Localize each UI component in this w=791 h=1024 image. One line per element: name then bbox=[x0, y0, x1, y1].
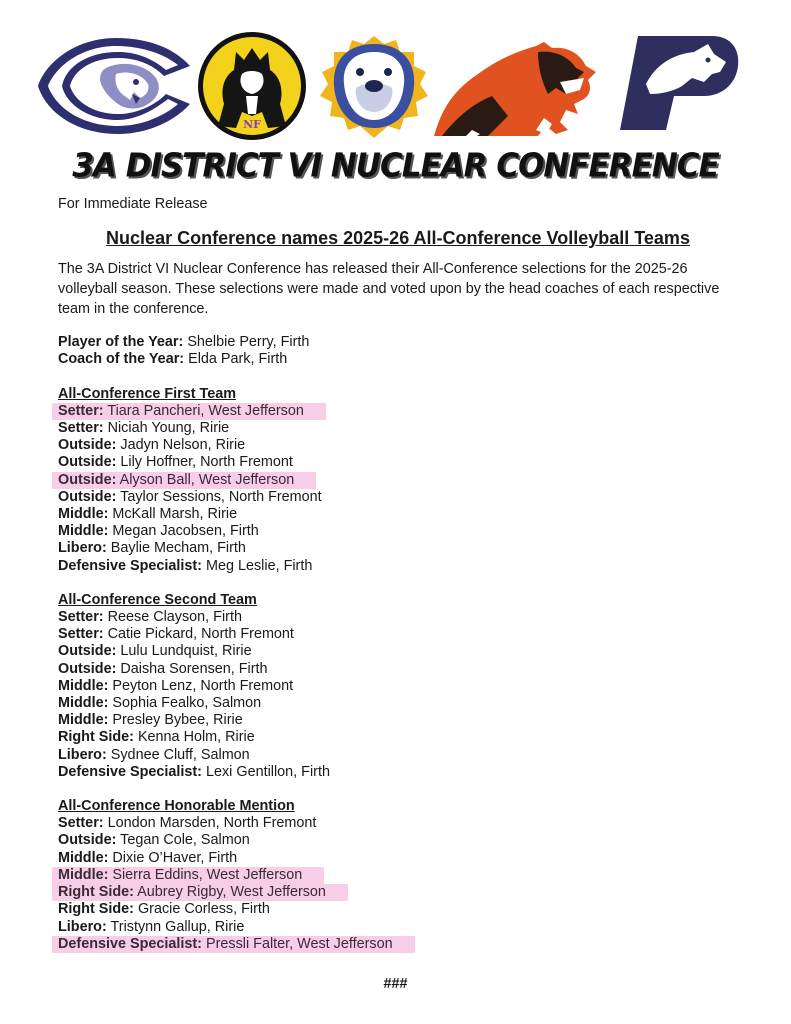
award-role: Coach of the Year: bbox=[58, 351, 185, 368]
player-line bbox=[58, 850, 738, 867]
player-entry bbox=[58, 712, 243, 728]
player-name: Jadyn Nelson, Ririe bbox=[120, 437, 246, 454]
player-line-highlighted bbox=[58, 403, 738, 420]
headline: Nuclear Conference names 2025-26 All-Conference Volleyball Teams bbox=[106, 228, 690, 249]
conference-logo-banner bbox=[36, 30, 746, 150]
player-name: Meg Leslie, Firth bbox=[205, 557, 313, 574]
player-line bbox=[58, 626, 738, 643]
player-position: Outside: bbox=[58, 643, 117, 660]
player-name: Lily Hoffner, North Fremont bbox=[120, 454, 293, 471]
player-name: London Marsden, North Fremont bbox=[107, 815, 317, 832]
award-name: Elda Park, Firth bbox=[188, 351, 288, 368]
player-name: Megan Jacobsen, Firth bbox=[112, 523, 259, 540]
team-section bbox=[58, 592, 738, 781]
player-entry bbox=[58, 643, 252, 659]
bear-logo bbox=[428, 38, 606, 138]
bulldog-logo bbox=[314, 30, 434, 144]
player-position: Libero: bbox=[58, 918, 107, 935]
player-entry bbox=[58, 747, 250, 763]
end-marker: ### bbox=[383, 976, 408, 992]
player-position: Libero: bbox=[58, 746, 107, 763]
player-position: Outside: bbox=[58, 471, 117, 488]
player-name: McKall Marsh, Ririe bbox=[112, 506, 238, 523]
player-position: Outside: bbox=[58, 454, 117, 471]
player-entry bbox=[52, 867, 324, 884]
player-position: Libero: bbox=[58, 540, 107, 557]
player-position: Setter: bbox=[58, 402, 104, 419]
player-entry bbox=[58, 678, 293, 694]
player-line bbox=[58, 678, 738, 695]
player-position: Middle: bbox=[58, 677, 109, 694]
player-entry bbox=[58, 919, 244, 935]
player-position: Outside: bbox=[58, 832, 117, 849]
player-entry bbox=[52, 936, 415, 953]
player-line bbox=[58, 558, 738, 575]
player-position: Middle: bbox=[58, 866, 109, 883]
player-line bbox=[58, 523, 738, 540]
award-role: Player of the Year: bbox=[58, 334, 184, 351]
player-entry bbox=[52, 884, 348, 901]
player-line-highlighted bbox=[58, 936, 738, 953]
award-name: Shelbie Perry, Firth bbox=[187, 334, 310, 351]
player-line bbox=[58, 729, 738, 746]
player-line bbox=[58, 919, 738, 936]
player-name: Daisha Sorensen, Firth bbox=[120, 660, 268, 677]
release-label: For Immediate Release bbox=[58, 196, 208, 212]
player-entry bbox=[58, 437, 245, 453]
player-entry bbox=[58, 832, 250, 848]
player-line bbox=[58, 764, 738, 781]
player-name: Aubrey Rigby, West Jefferson bbox=[137, 884, 326, 901]
player-entry bbox=[58, 609, 242, 625]
player-position: Setter: bbox=[58, 815, 104, 832]
player-name: Niciah Young, Ririe bbox=[107, 420, 230, 437]
player-entry bbox=[58, 454, 293, 470]
player-name: Presley Bybee, Ririe bbox=[112, 712, 243, 729]
player-entry bbox=[58, 815, 316, 831]
player-entry bbox=[58, 558, 312, 574]
player-name: Sydnee Cluff, Salmon bbox=[110, 746, 250, 763]
player-line bbox=[58, 832, 738, 849]
player-position: Right Side: bbox=[58, 901, 134, 918]
cougar-c-logo bbox=[36, 34, 196, 136]
player-position: Right Side: bbox=[58, 729, 134, 746]
player-position: Right Side: bbox=[58, 884, 134, 901]
player-line bbox=[58, 420, 738, 437]
conference-title: 3A DISTRICT VI NUCLEAR CONFERENCE bbox=[72, 147, 719, 185]
award-line bbox=[58, 334, 738, 351]
player-entry bbox=[58, 626, 294, 642]
player-name: Kenna Holm, Ririe bbox=[137, 729, 255, 746]
player-line bbox=[58, 489, 738, 506]
player-line bbox=[58, 815, 738, 832]
player-entry bbox=[58, 850, 237, 866]
player-line bbox=[58, 695, 738, 712]
player-position: Outside: bbox=[58, 488, 117, 505]
player-name: Pressli Falter, West Jefferson bbox=[205, 935, 393, 952]
player-line bbox=[58, 437, 738, 454]
player-position: Defensive Specialist: bbox=[58, 763, 202, 780]
awards-list bbox=[58, 334, 738, 368]
section-title: All-Conference Second Team bbox=[58, 591, 257, 608]
player-name: Peyton Lenz, North Fremont bbox=[112, 677, 294, 694]
player-position: Setter: bbox=[58, 626, 104, 643]
section-title: All-Conference First Team bbox=[58, 385, 237, 402]
player-name: Lulu Lundquist, Ririe bbox=[120, 643, 252, 660]
player-name: Alyson Ball, West Jefferson bbox=[119, 471, 295, 488]
player-name: Catie Pickard, North Fremont bbox=[107, 626, 294, 643]
player-line bbox=[58, 661, 738, 678]
player-position: Middle: bbox=[58, 849, 109, 866]
player-name: Tristynn Gallup, Ririe bbox=[110, 918, 245, 935]
player-line bbox=[58, 609, 738, 626]
player-position: Outside: bbox=[58, 660, 117, 677]
player-name: Lexi Gentillon, Firth bbox=[205, 763, 330, 780]
player-line bbox=[58, 540, 738, 557]
player-entry bbox=[58, 695, 261, 711]
player-line bbox=[58, 454, 738, 471]
player-line bbox=[58, 901, 738, 918]
player-name: Sierra Eddins, West Jefferson bbox=[112, 866, 303, 883]
press-release-body bbox=[58, 196, 738, 953]
intro-paragraph: The 3A District VI Nuclear Conference has released their All-Conference selections for the 2025-26 volleyball season. These selections were made and voted upon by the head coaches of each respective team in the conference. bbox=[58, 261, 720, 318]
player-name: Gracie Corless, Firth bbox=[137, 901, 270, 918]
award-line bbox=[58, 351, 738, 368]
player-position: Setter: bbox=[58, 420, 104, 437]
player-entry bbox=[58, 661, 268, 677]
player-line-highlighted bbox=[58, 884, 738, 901]
player-position: Defensive Specialist: bbox=[58, 557, 202, 574]
player-name: Sophia Fealko, Salmon bbox=[112, 695, 262, 712]
player-entry bbox=[58, 523, 259, 539]
player-line bbox=[58, 747, 738, 764]
player-entry bbox=[58, 729, 255, 745]
panther-p-logo bbox=[616, 34, 740, 132]
player-name: Dixie O’Haver, Firth bbox=[112, 849, 238, 866]
player-entry bbox=[58, 540, 246, 556]
player-entry bbox=[58, 764, 330, 780]
player-position: Defensive Specialist: bbox=[58, 935, 202, 952]
player-line-highlighted bbox=[58, 867, 738, 884]
player-name: Taylor Sessions, North Fremont bbox=[120, 488, 322, 505]
player-entry bbox=[52, 403, 326, 420]
player-line-highlighted bbox=[58, 472, 738, 489]
player-entry bbox=[52, 472, 316, 489]
player-entry bbox=[58, 489, 322, 505]
player-line bbox=[58, 643, 738, 660]
player-entry bbox=[58, 420, 229, 436]
player-entry bbox=[58, 901, 270, 917]
player-position: Middle: bbox=[58, 695, 109, 712]
player-position: Middle: bbox=[58, 523, 109, 540]
player-position: Middle: bbox=[58, 506, 109, 523]
team-section bbox=[58, 798, 738, 953]
husky-nf-logo bbox=[196, 30, 308, 142]
player-position: Middle: bbox=[58, 712, 109, 729]
team-section bbox=[58, 386, 738, 575]
player-position: Outside: bbox=[58, 437, 117, 454]
player-line bbox=[58, 712, 738, 729]
player-line bbox=[58, 506, 738, 523]
player-entry bbox=[58, 506, 237, 522]
player-name: Baylie Mecham, Firth bbox=[110, 540, 246, 557]
section-title: All-Conference Honorable Mention bbox=[58, 798, 295, 815]
player-name: Tegan Cole, Salmon bbox=[120, 832, 250, 849]
player-name: Reese Clayson, Firth bbox=[107, 609, 242, 626]
svg-text:NF: NF bbox=[243, 118, 261, 131]
player-name: Tiara Pancheri, West Jefferson bbox=[107, 402, 304, 419]
player-position: Setter: bbox=[58, 609, 104, 626]
